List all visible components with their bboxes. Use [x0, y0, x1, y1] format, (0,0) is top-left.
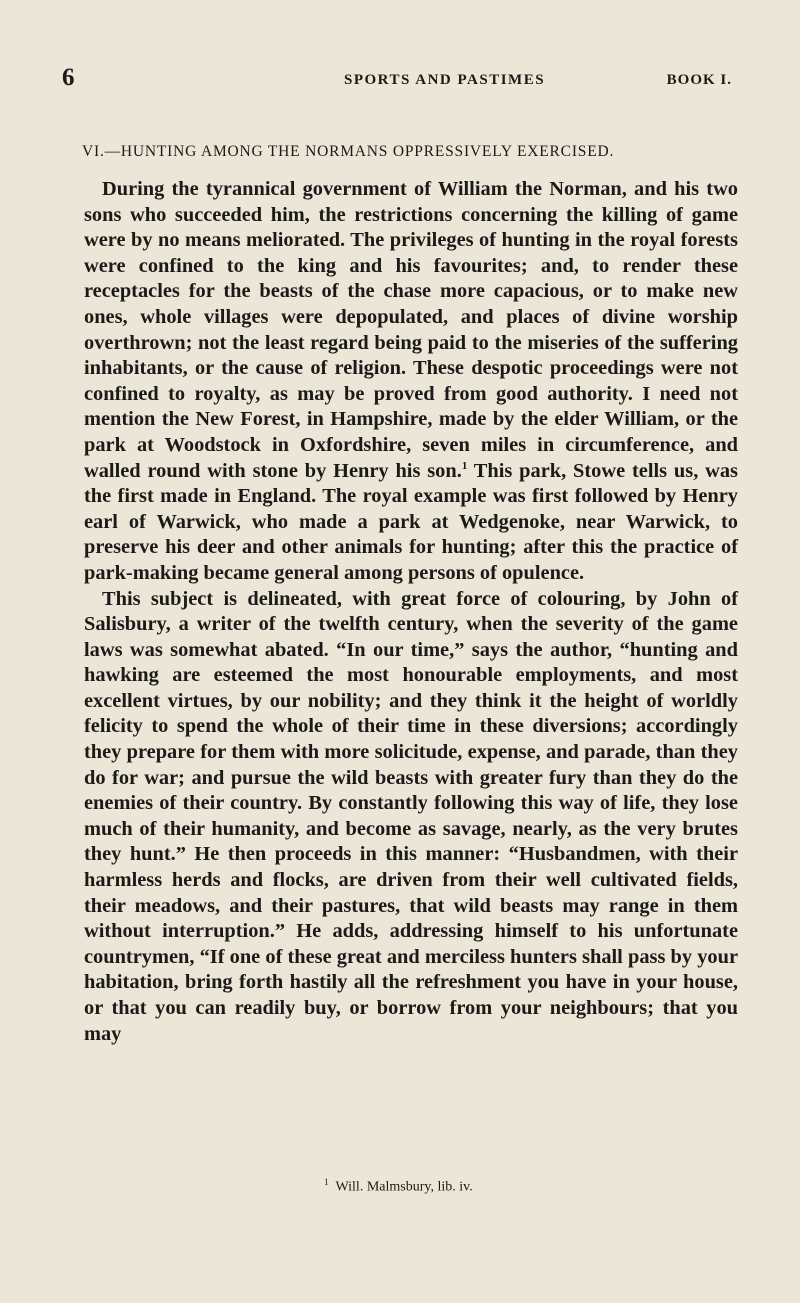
- footnote-marker: 1: [324, 1177, 329, 1187]
- footnote-reference: 1: [461, 459, 468, 472]
- paragraph-1-part-1: During the tyrannical government of William the Norman, and his two sons who succeeded him, the restrictions concerning the killing of game were by no means meliorated. The privileges of hunting in the royal forests were confined to the king and his favourites; and, to render these receptacles for the beasts of the chase more capacious, or to make new ones, whole villages were depopulated, and places of divine worship overthrown; not the least regard being paid to the miseries of the suffering inhabitants, or the cause of religion. These despotic proceedings were not confined to royalty, as may be proved from good authority. I need not mention the New Forest, in Hampshire, made by the elder William, or the park at Woodstock in Oxfordshire, seven miles in circumference, and walled round with stone by Henry his son.: [84, 178, 738, 482]
- paragraph-1: [84, 177, 738, 587]
- running-title: SPORTS AND PASTIMES: [344, 72, 546, 88]
- footnote: [324, 1177, 473, 1196]
- page-number: 6: [62, 64, 75, 91]
- book-label: BOOK I.: [666, 72, 732, 88]
- body-text: [84, 177, 738, 1047]
- page-header: [62, 64, 742, 94]
- footnote-text: Will. Malmsbury, lib. iv.: [335, 1179, 473, 1195]
- paragraph-1-part-2: This park, Stowe tells us, was the first made in England. The royal example was first followed by Henry earl of Warwick, who made a park at Wedgenoke, near Warwick, to preserve his deer and other animals for hunting; after this the practice of park-making became general among persons of opulence.: [84, 459, 738, 584]
- section-heading: VI.—HUNTING AMONG THE NORMANS OPPRESSIVELY EXERCISED.: [82, 143, 615, 160]
- paragraph-2: This subject is delineated, with great force of colouring, by John of Salisbury, a writer of the twelfth century, when the severity of the game laws was somewhat abated. “In our time,” says the author, “hunting and hawking are esteemed the most honourable employments, and most excellent virtues, by our nobility; and they think it the height of worldly felicity to spend the whole of their time in these diversions; accordingly they prepare for them with more solicitude, expense, and parade, than they do for war; and pursue the wild beasts with greater fury than they do the enemies of their country. By constantly following this way of life, they lose much of their humanity, and become as savage, nearly, as the very brutes they hunt.” He then proceeds in this manner: “Husbandmen, with their harmless herds and flocks, are driven from their well cultivated fields, their meadows, and their pastures, that wild beasts may range in them without interruption.” He adds, addressing himself to his unfortunate countrymen, “If one of these great and merciless hunters shall pass by your habitation, bring forth hastily all the refreshment you have in your house, or that you can readily buy, or borrow from your neighbours; that you may: [84, 587, 738, 1045]
